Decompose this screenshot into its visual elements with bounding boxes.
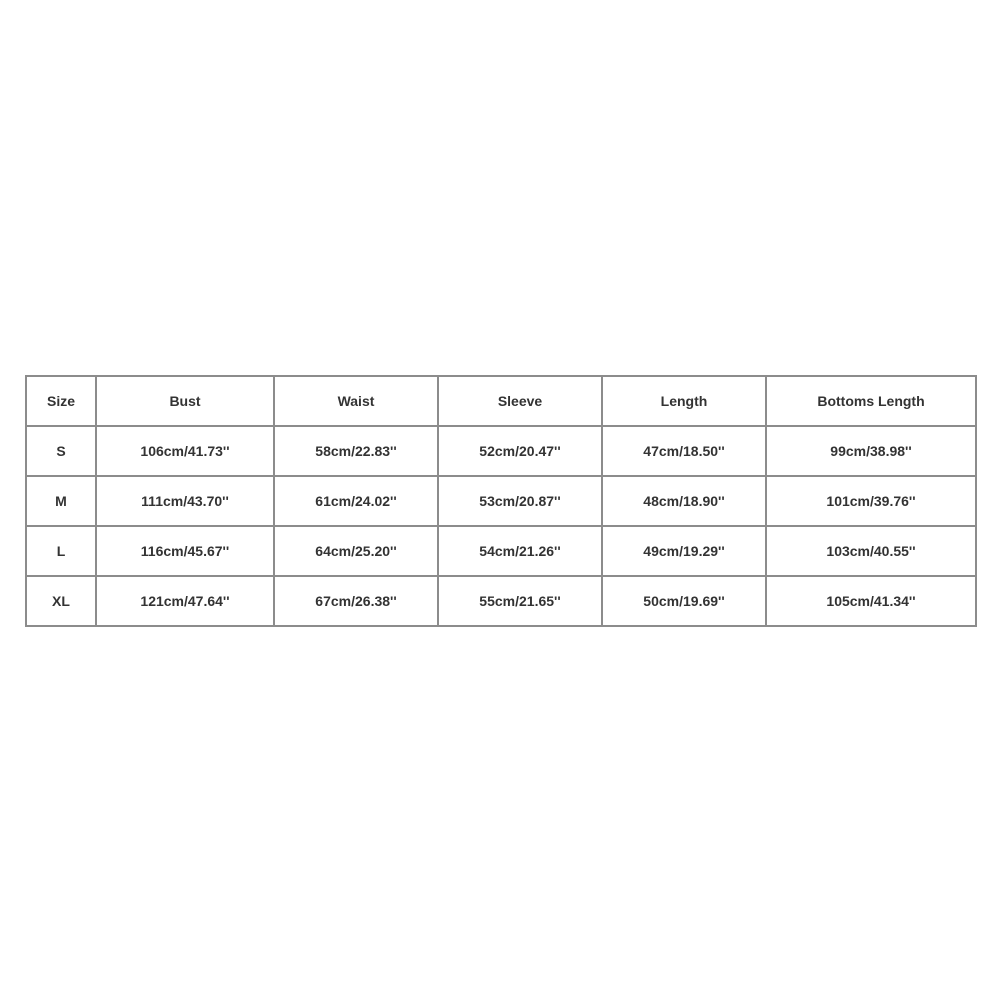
cell-bust: 111cm/43.70'' bbox=[96, 476, 274, 526]
cell-bottoms-length: 105cm/41.34'' bbox=[766, 576, 976, 626]
cell-size: XL bbox=[26, 576, 96, 626]
cell-size: S bbox=[26, 426, 96, 476]
cell-bottoms-length: 103cm/40.55'' bbox=[766, 526, 976, 576]
cell-bust: 116cm/45.67'' bbox=[96, 526, 274, 576]
cell-length: 48cm/18.90'' bbox=[602, 476, 766, 526]
cell-waist: 67cm/26.38'' bbox=[274, 576, 438, 626]
cell-sleeve: 55cm/21.65'' bbox=[438, 576, 602, 626]
cell-sleeve: 54cm/21.26'' bbox=[438, 526, 602, 576]
header-bottoms-length: Bottoms Length bbox=[766, 376, 976, 426]
cell-waist: 58cm/22.83'' bbox=[274, 426, 438, 476]
header-size: Size bbox=[26, 376, 96, 426]
cell-waist: 64cm/25.20'' bbox=[274, 526, 438, 576]
cell-sleeve: 53cm/20.87'' bbox=[438, 476, 602, 526]
header-waist: Waist bbox=[274, 376, 438, 426]
table-row bbox=[26, 576, 976, 626]
header-bust: Bust bbox=[96, 376, 274, 426]
size-chart-table bbox=[25, 375, 977, 627]
cell-bust: 106cm/41.73'' bbox=[96, 426, 274, 476]
table-row bbox=[26, 526, 976, 576]
header-length: Length bbox=[602, 376, 766, 426]
cell-waist: 61cm/24.02'' bbox=[274, 476, 438, 526]
cell-length: 49cm/19.29'' bbox=[602, 526, 766, 576]
table-header-row bbox=[26, 376, 976, 426]
cell-size: M bbox=[26, 476, 96, 526]
cell-bust: 121cm/47.64'' bbox=[96, 576, 274, 626]
cell-length: 47cm/18.50'' bbox=[602, 426, 766, 476]
cell-length: 50cm/19.69'' bbox=[602, 576, 766, 626]
cell-sleeve: 52cm/20.47'' bbox=[438, 426, 602, 476]
cell-size: L bbox=[26, 526, 96, 576]
header-sleeve: Sleeve bbox=[438, 376, 602, 426]
table-row bbox=[26, 426, 976, 476]
table-row bbox=[26, 476, 976, 526]
cell-bottoms-length: 101cm/39.76'' bbox=[766, 476, 976, 526]
cell-bottoms-length: 99cm/38.98'' bbox=[766, 426, 976, 476]
